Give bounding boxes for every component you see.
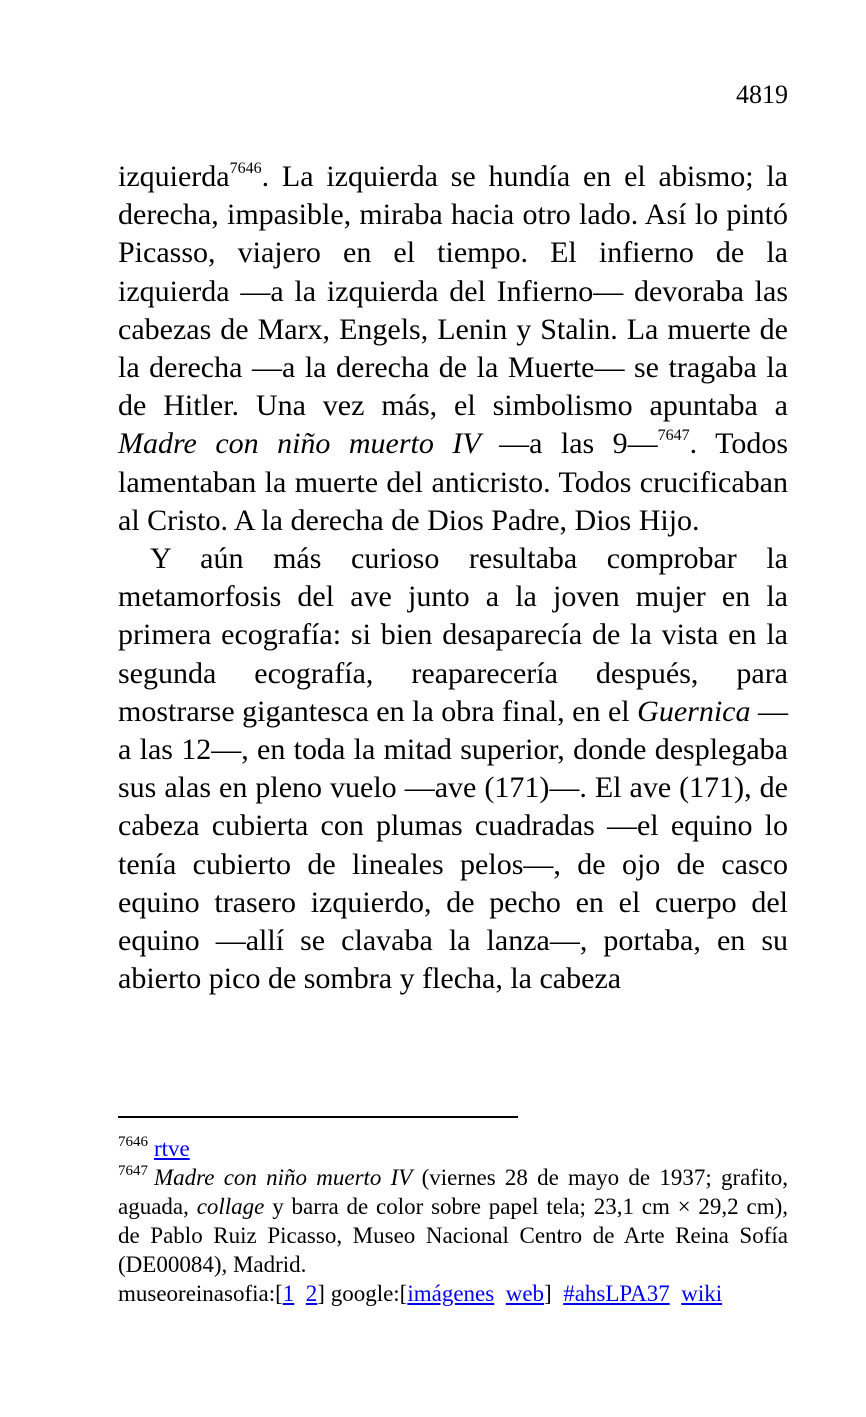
- wiki-link[interactable]: wiki: [681, 1281, 723, 1306]
- paragraph-text: —a las 9—: [480, 427, 658, 461]
- footnote-ref-7646[interactable]: 7646: [229, 160, 262, 177]
- google-web-link[interactable]: web: [505, 1281, 545, 1306]
- page-number: 4819: [736, 80, 788, 109]
- footnote-links: [118, 1279, 788, 1308]
- footnote-number: 7647: [118, 1163, 148, 1179]
- paragraph-1: [118, 158, 788, 540]
- paragraph-2: [118, 540, 788, 998]
- paragraph-text: izquierda: [118, 160, 230, 193]
- technique-term: collage: [196, 1194, 265, 1219]
- footnote-text: (viernes 28 de mayo de 1937; grafito, aguada,: [118, 1165, 788, 1219]
- footnotes: [118, 1134, 788, 1308]
- paragraph-text: —a las 12—, en toda la mitad superior, donde desplegaba sus alas en pleno vuelo —ave (171)—. El ave (171), de cabeza cubierta con plumas cuadradas —el equino lo tenía cubierto de lineales pelos—, de ojo de casco equino trasero izquierdo, de pecho en el cuerpo del equino —allí se clavaba la lanza—, portaba, en su abierto pico de sombra y flecha, la cabeza: [118, 694, 789, 996]
- artwork-title: Madre con niño muerto IV: [154, 1165, 413, 1190]
- footnote-text: y barra de color sobre papel tela; 23,1 cm × 29,2 cm), de Pablo Ruiz Picasso, Museo Nacional Centro de Arte Reina Sofía (DE00084), Madrid.: [118, 1194, 788, 1277]
- hashtag-link[interactable]: #ahsLPA37: [563, 1281, 670, 1306]
- google-images-link[interactable]: imágenes: [407, 1281, 495, 1306]
- footnote-divider: [118, 1116, 518, 1118]
- footnote-7646: [118, 1134, 788, 1163]
- footnote-ref-7647[interactable]: 7647: [657, 427, 690, 445]
- paragraph-text: Y aún más curioso resultaba comprobar la metamorfosis del ave junto a la joven mujer en la primera ecografía: si bien desaparecía de la vista en la segunda ecografía, reaparecería después, para mostrarse gigantesca en la obra final, en el: [118, 542, 788, 728]
- museo-link-1[interactable]: 1: [282, 1281, 295, 1306]
- paragraph-text: . Todos lamentaban la muerte del anticristo. Todos crucificaban al Cristo. A la derecha de Dios Padre, Dios Hijo.: [118, 427, 788, 537]
- rtve-link[interactable]: rtve: [154, 1136, 190, 1161]
- museo-prefix: museoreinasofia:[: [118, 1281, 283, 1306]
- footnote-7647: [118, 1163, 788, 1279]
- artwork-title: Madre con niño muerto IV: [118, 427, 481, 461]
- artwork-title: Guernica: [637, 694, 751, 728]
- museo-link-2[interactable]: 2: [305, 1281, 318, 1306]
- paragraph-text: . La izquierda se hundía en el abismo; la derecha, impasible, miraba hacia otro lado. Así lo pintó Picasso, viajero en el tiempo. El infierno de la izquierda —a la izquierda del Infierno— devoraba las cabezas de Marx, Engels, Lenin y Stalin. La muerte de la derecha —a la derecha de la Muerte— se tragaba la de Hitler. Una vez más, el simbolismo apuntaba a: [118, 160, 788, 423]
- footnote-number: 7646: [118, 1134, 148, 1150]
- bracket-close: ]: [544, 1281, 552, 1306]
- google-prefix: ] google:[: [317, 1281, 408, 1306]
- body-text: [118, 158, 788, 998]
